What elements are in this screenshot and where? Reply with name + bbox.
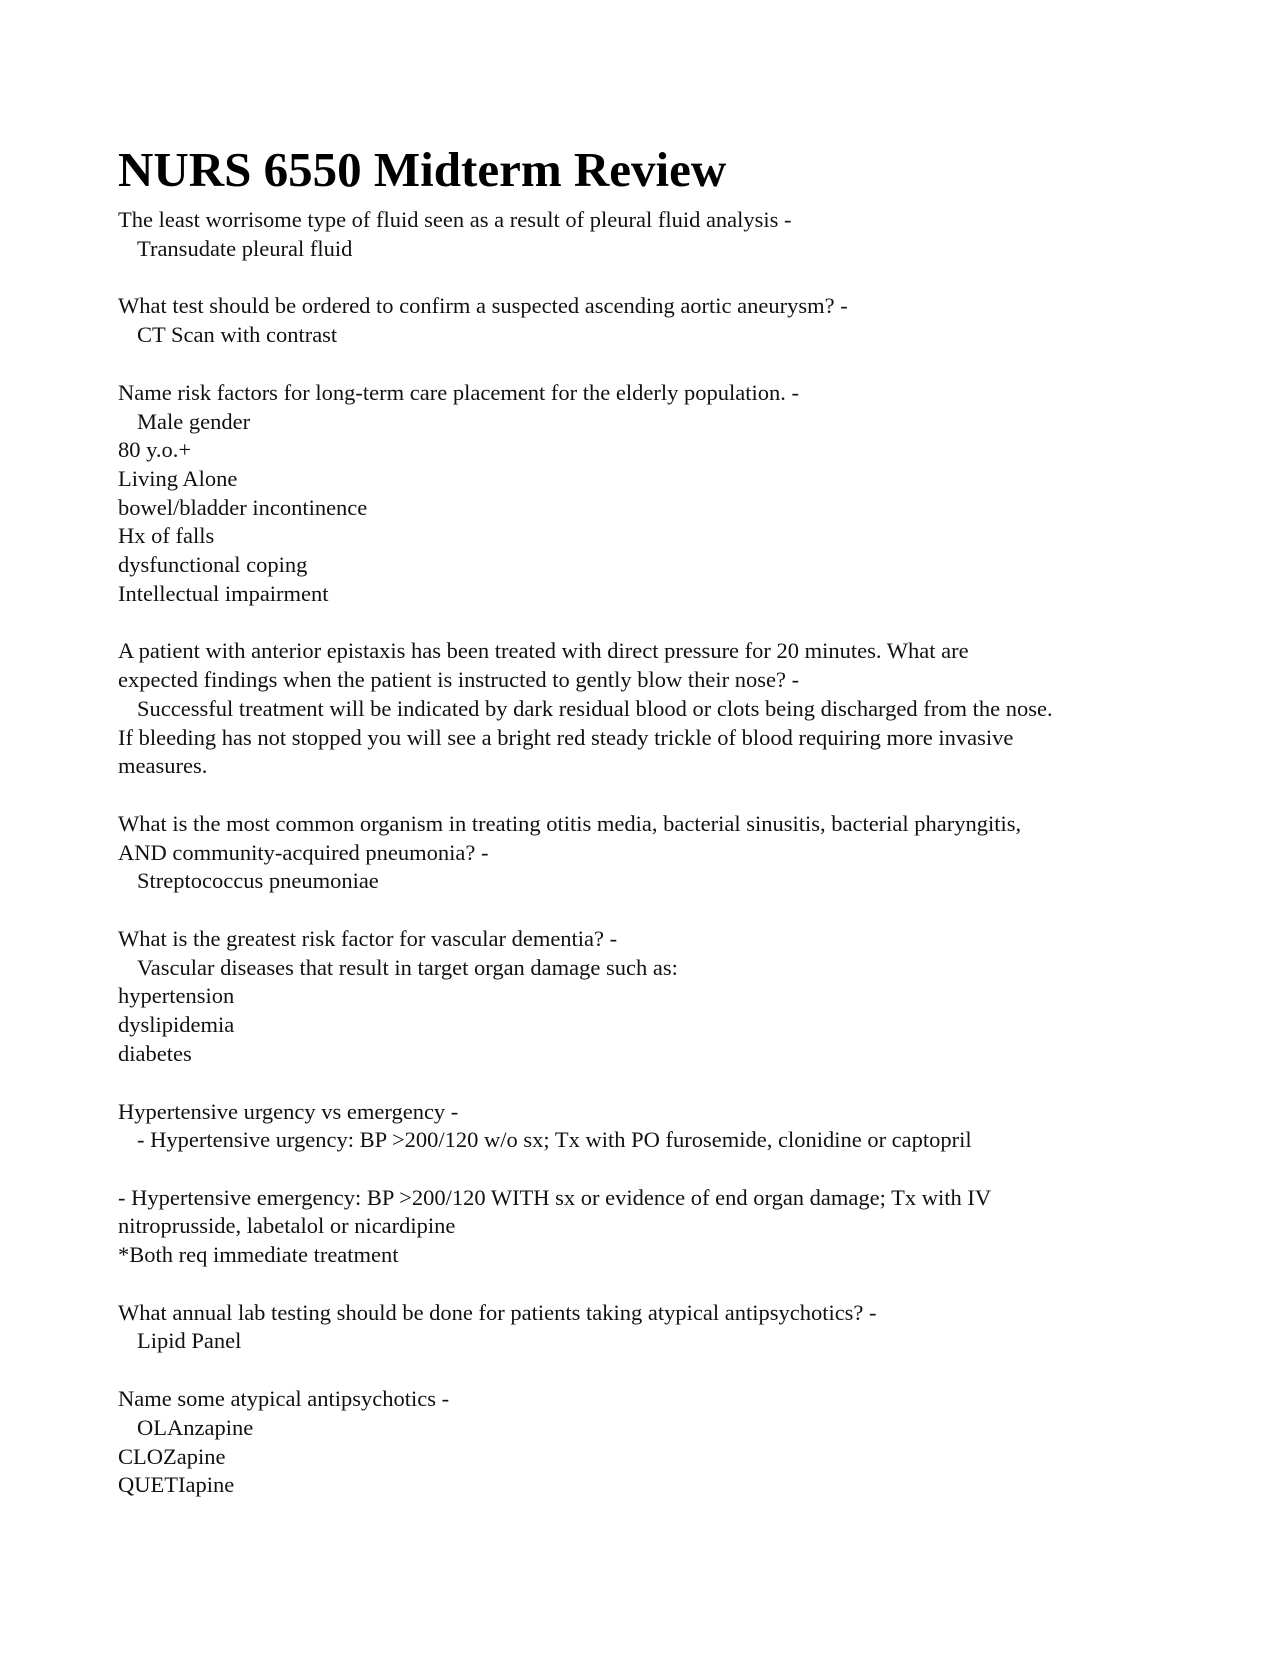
question-text: Hypertensive urgency vs emergency - xyxy=(118,1098,459,1124)
qa-item xyxy=(118,1385,1178,1500)
qa-item xyxy=(118,925,1178,1069)
answer-line: hypertension xyxy=(118,983,235,1009)
answer-line: measures. xyxy=(118,753,208,779)
qa-item xyxy=(118,206,1178,263)
answer-text: Vascular diseases that result in target organ damage such as: xyxy=(137,954,678,980)
answer-text: Streptococcus pneumoniae xyxy=(137,868,379,894)
answer-line: QUETIapine xyxy=(118,1472,235,1498)
question-text: What is the most common organism in treating otitis media, bacterial sinusitis, bacterial pharyngitis, xyxy=(118,810,1022,836)
answer-line: dyslipidemia xyxy=(118,1012,235,1038)
answer-text: - Hypertensive urgency: BP >200/120 w/o sx; Tx with PO furosemide, clonidine or captopril xyxy=(137,1127,972,1153)
answer-text: Successful treatment will be indicated by dark residual blood or clots being discharged from the nose. xyxy=(137,695,1053,721)
answer-text: OLAnzapine xyxy=(137,1414,254,1440)
qa-item xyxy=(118,810,1178,896)
answer-text: Male gender xyxy=(137,408,251,434)
answer-line: dysfunctional coping xyxy=(118,552,308,578)
document-title: NURS 6550 Midterm Review xyxy=(118,142,727,197)
answer-text: Transudate pleural fluid xyxy=(137,235,353,261)
answer-line: *Both req immediate treatment xyxy=(118,1242,399,1268)
qa-item xyxy=(118,379,1178,609)
answer-text: CT Scan with contrast xyxy=(137,322,338,348)
question-text: The least worrisome type of fluid seen as a result of pleural fluid analysis - xyxy=(118,207,792,232)
qa-item xyxy=(118,292,1178,349)
answer-line: diabetes xyxy=(118,1040,192,1066)
question-text: Name risk factors for long-term care placement for the elderly population. - xyxy=(118,379,799,405)
qa-item xyxy=(118,1098,1178,1270)
answer-line: Hx of falls xyxy=(118,523,215,549)
question-text: What is the greatest risk factor for vascular dementia? - xyxy=(118,926,618,952)
answer-line: 80 y.o.+ xyxy=(118,437,192,463)
answer-line: Intellectual impairment xyxy=(118,580,329,606)
answer-line: nitroprusside, labetalol or nicardipine xyxy=(118,1213,456,1239)
question-text: What annual lab testing should be done for patients taking atypical antipsychotics? - xyxy=(118,1299,877,1325)
answer-text: Lipid Panel xyxy=(137,1328,242,1354)
answer-line: CLOZapine xyxy=(118,1443,226,1469)
qa-item xyxy=(118,1299,1178,1356)
question-text: expected findings when the patient is instructed to gently blow their nose? - xyxy=(118,667,800,693)
document-page xyxy=(118,140,1178,1529)
answer-line: - Hypertensive emergency: BP >200/120 WITH sx or evidence of end organ damage; Tx with IV xyxy=(118,1184,992,1210)
question-text: Name some atypical antipsychotics - xyxy=(118,1386,450,1412)
question-text: A patient with anterior epistaxis has been treated with direct pressure for 20 minutes. What are xyxy=(118,638,969,664)
answer-line: bowel/bladder incontinence xyxy=(118,494,368,520)
question-text: What test should be ordered to confirm a suspected ascending aortic aneurysm? - xyxy=(118,293,848,319)
answer-line: If bleeding has not stopped you will see a bright red steady trickle of blood requiring more invasive xyxy=(118,724,1014,750)
qa-item xyxy=(118,637,1178,781)
blank-line xyxy=(118,1155,1178,1184)
question-text: AND community-acquired pneumonia? - xyxy=(118,839,489,865)
answer-line: Living Alone xyxy=(118,465,238,491)
